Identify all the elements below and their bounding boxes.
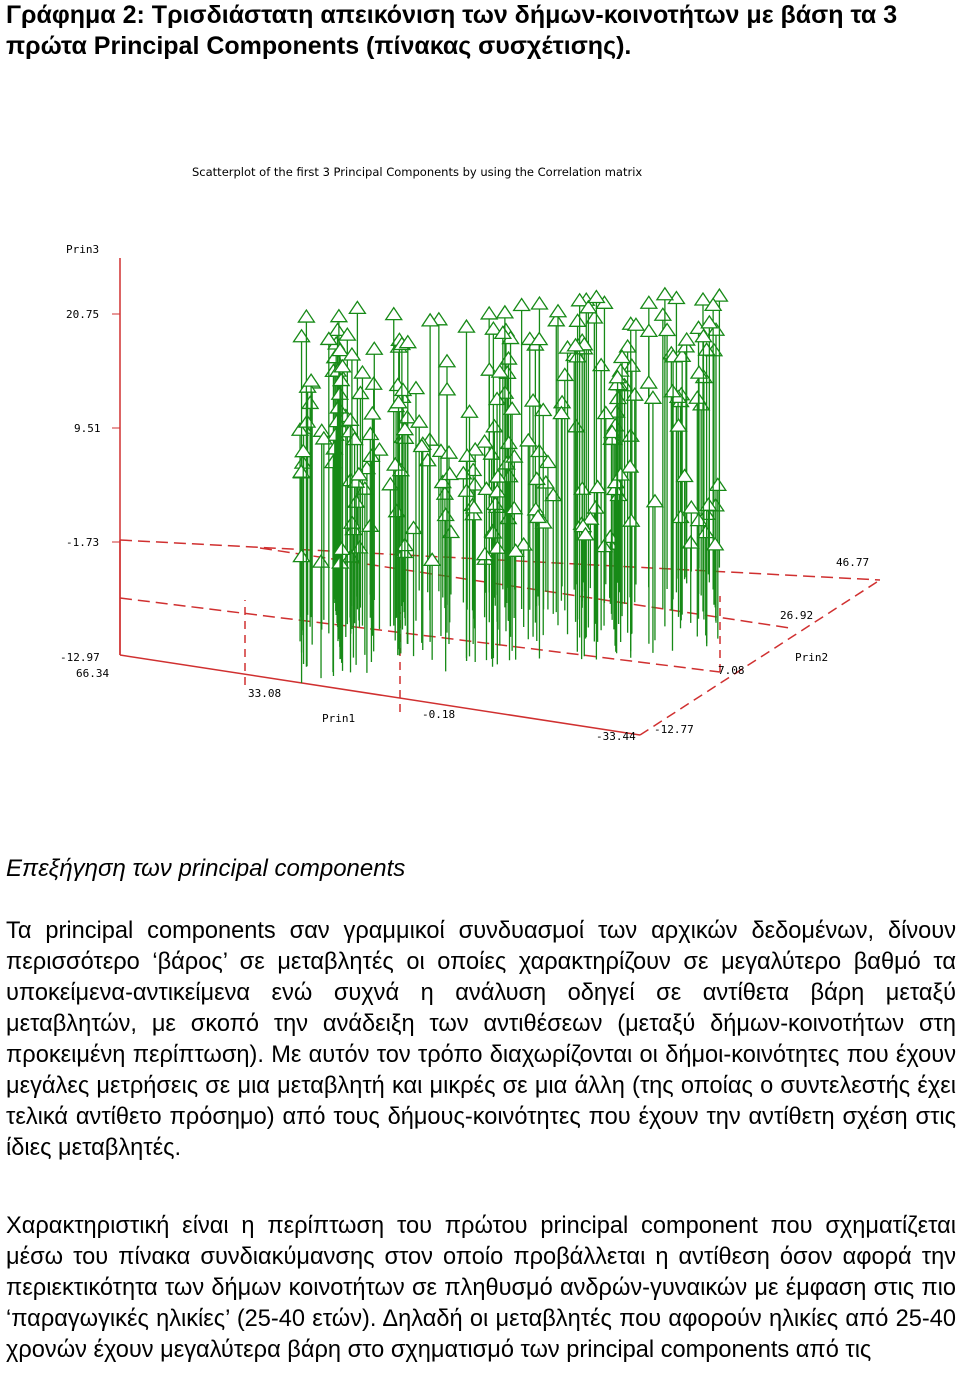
x-tick-1: 66.34 [76,667,110,680]
pyramid-marker [439,383,455,395]
pyramid-marker [481,307,497,319]
y-tick-2: 7.08 [718,664,745,677]
z-tick-3: -1.73 [66,536,100,549]
pyramid-marker [588,291,604,303]
pyramid-marker [701,316,717,328]
pyramid-marker [366,342,382,354]
y-axis-label: Prin2 [795,651,829,664]
pyramid-marker [623,514,639,526]
pyramid-marker [531,297,547,309]
pyramid-marker [298,310,314,322]
pyramid-marker [657,288,673,300]
pyramid-marker [303,374,319,386]
y-tick-3: 26.92 [780,609,814,622]
floor-edge-front [120,655,640,735]
pyramid-marker [641,376,657,388]
pyramid-marker [458,320,474,332]
pyramid-marker [461,405,477,417]
pyramid-marker [302,396,318,408]
pyramid-marker [514,299,530,311]
pyramid-marker [550,305,566,317]
pyramid-marker [520,434,536,446]
section-subtitle: Επεξήγηση των principal components [6,855,406,882]
pyramid-marker [295,445,311,457]
pyramid-marker [438,508,454,520]
z-axis-label: Prin3 [66,243,100,256]
x-tick-3: -0.18 [422,708,456,721]
y-tick-1: -12.77 [654,723,694,736]
pca-3d-scatterplot [0,150,960,750]
pyramid-marker [349,301,365,313]
floor-grid-line [120,598,720,672]
data-needles [292,288,727,683]
chart-title: Scatterplot of the first 3 Principal Components by using the Correlation matrix [192,165,643,179]
pyramid-marker [557,368,573,380]
x-tick-4: -33.44 [596,730,636,743]
paragraph-1: Τα principal components σαν γραμμικοί συνδυασμοί των αρχικών δεδομένων, δίνουν περισσότερο ‘βάρος’ σε μεταβλητές οι οποίες χαρακτηρίζουν σε μεγαλύτερο βαθμό τα υποκείμενα-αντικείμενα ενώ συχνά η ανάλυση οδηγεί σε αντίθετα βάρη μεταξύ μεταβλητών, με σκοπό την ανάδειξη των αντιθέσεων (μεταξύ δήμων-κοινοτήτων στη προκειμένη περίπτωση). Με αυτόν τον τρόπο διαχωρίζονται οι δήμοι-κοινότητες που έχουν μεγάλες μετρήσεις σε μια μεταβλητή και μικρές σε μια άλλη (της οποίας ο συντελεστής έχει τελικά αντίθετο πρόσημο) από τους δήμους-κοινότητες που έχουν την αντίθετη σχέση στις ίδιες μεταβλητές. [6,918,956,1161]
pyramid-marker [655,308,671,320]
z-tick-2: 9.51 [74,422,101,435]
paragraph-2: Χαρακτηριστική είναι η περίπτωση του πρώτου principal component που σχηματίζεται μέσω του πίνακα συνδιακύμανσης στον οποίο προβάλλεται η αντίθεση όσον αφορά την περιεκτικότητα των δήμων κοινοτήτων σε πληθυσμό ανδρών-γυναικών με έμφαση στις πιο ‘παραγωγικές ηλικίες’ (25-40 ετών). Δηλαδή οι μεταβλητές που αφορούν ηλικίες από 25-40 χρονών έχουν μεγαλύτερα βάρη στο σχηματισμό των principal components από τις [6,1213,956,1363]
pyramid-marker [540,456,556,468]
pyramid-marker [439,355,455,367]
pyramid-marker [408,382,424,394]
floor-edge-right [640,580,880,735]
pyramid-marker [362,427,378,439]
pyramid-marker [645,391,661,403]
pyramid-marker [679,333,695,345]
pyramid-marker [695,293,711,305]
z-tick-4: -12.97 [60,651,100,664]
pyramid-marker [593,359,609,371]
pyramid-marker [364,407,380,419]
pyramid-marker [710,478,726,490]
figure-caption-heading: Γράφημα 2: Τρισδιάστατη απεικόνιση των δήμων-κοινοτήτων με βάση τα 3 πρώτα Principal Components (πίνακας συσχέτισης). [6,1,898,60]
x-axis-label: Prin1 [322,712,356,725]
pyramid-marker [477,435,493,447]
pyramid-marker [529,472,545,484]
pyramid-marker [386,308,402,320]
pyramid-marker [590,481,606,493]
z-tick-1: 20.75 [66,308,100,321]
pyramid-marker [331,310,347,322]
pyramid-marker [497,306,513,318]
pyramid-marker [659,324,675,336]
y-tick-4: 46.77 [836,556,870,569]
pyramid-marker [424,553,440,565]
pyramid-marker [490,470,506,482]
pyramid-marker [294,330,310,342]
pyramid-marker [442,467,458,479]
pyramid-marker [570,314,586,326]
x-tick-2: 33.08 [248,687,282,700]
pyramid-marker [641,296,657,308]
pyramid-marker [698,526,714,538]
